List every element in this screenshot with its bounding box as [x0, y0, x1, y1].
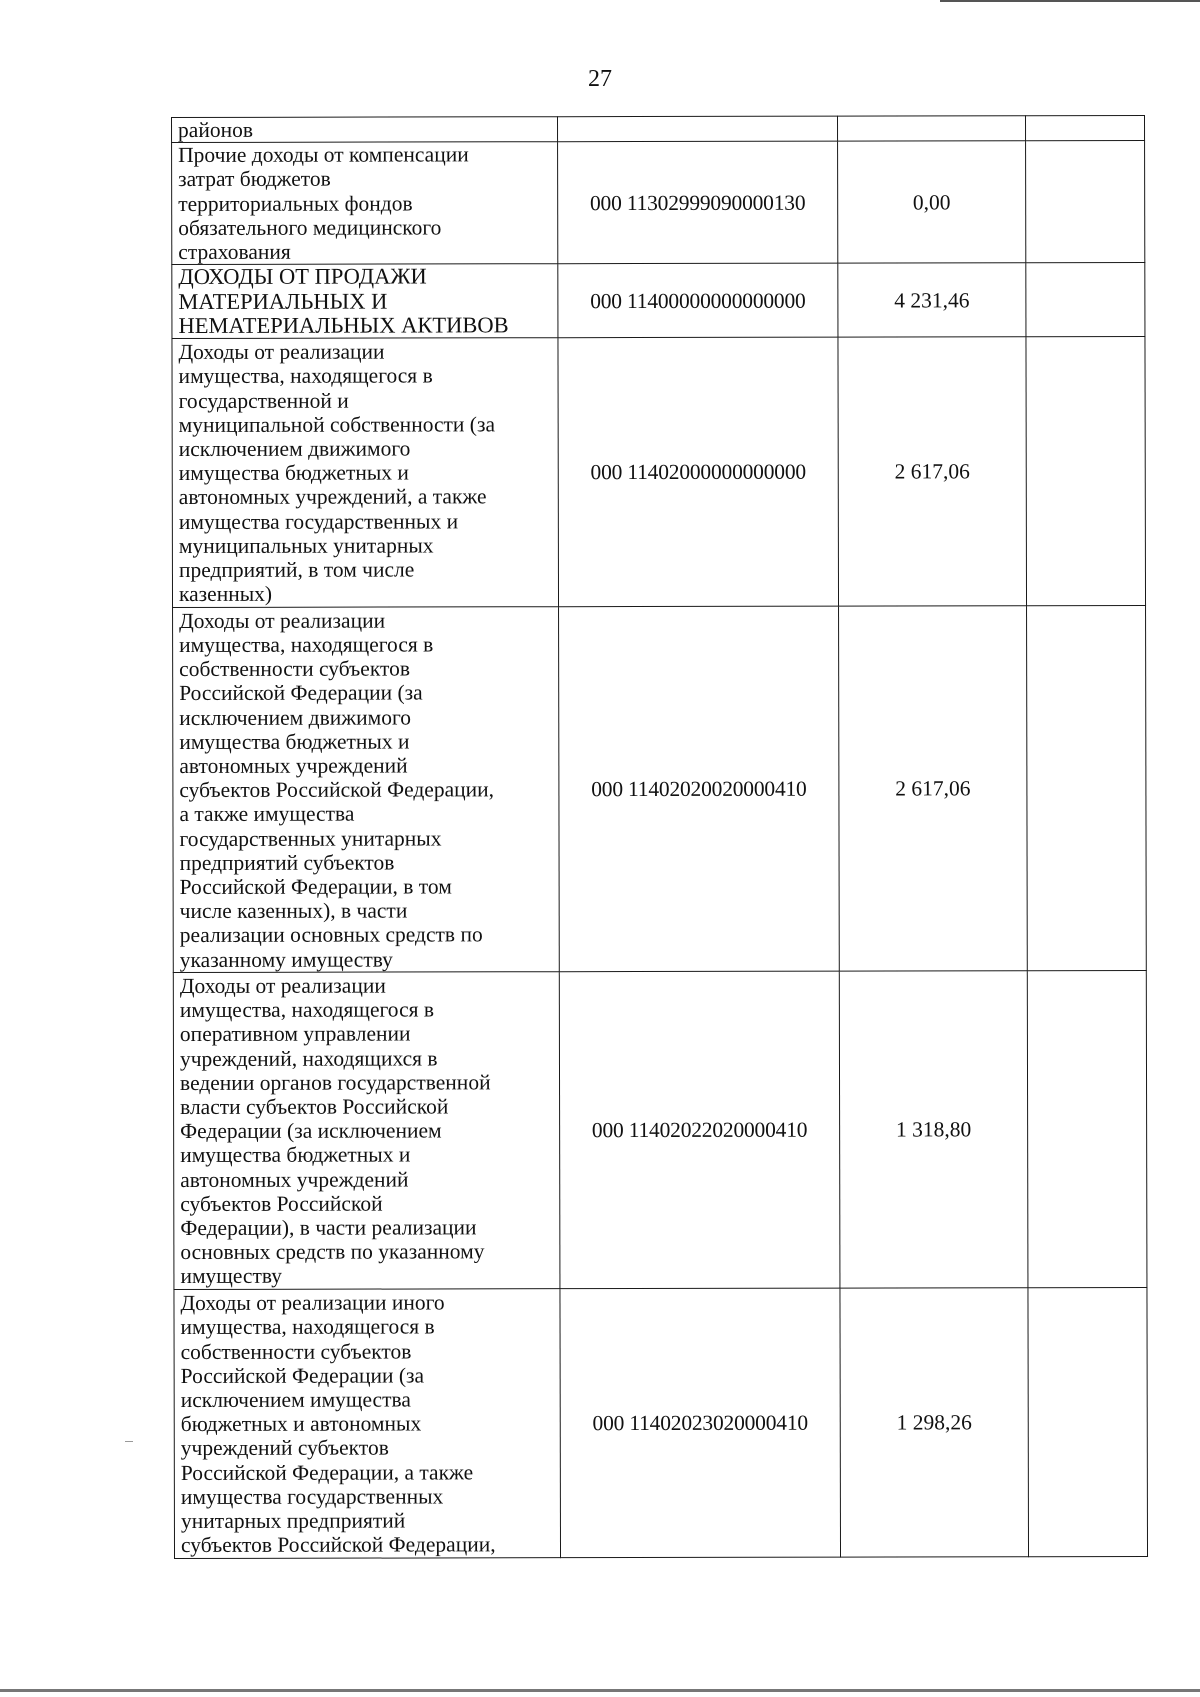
extra-cell: [1027, 971, 1147, 1288]
page-number: 27: [588, 66, 612, 92]
extra-cell: [1026, 263, 1145, 337]
revenue-name-cell: районов: [172, 117, 558, 143]
revenue-name-cell: Доходы от реализации имущества, находящегося в собственности субъектов Российской Федерации (за исключением движимого имущества бюджетных и автономных учреждений субъектов Российской Федерации, а также имущества государственных унитарных предприятий субъектов Российской Федерации, в том числе казенных), в части реализации основных средств по указанному имуществу: [173, 607, 560, 973]
revenue-name-cell: Доходы от реализации иного имущества, находящегося в собственности субъектов Российской Федерации (за исключением имущества бюджетных и автономных учреждений субъектов Российской Федерации, а также имущества государственных унитарных предприятий субъектов Российской Федерации,: [174, 1289, 561, 1559]
table-row: [173, 971, 1147, 1290]
revenue-name-cell: Прочие доходы от компенсации затрат бюджетов территориальных фондов обязательного медицинского страхования: [172, 142, 558, 265]
amount-cell: 4 231,46: [838, 263, 1026, 337]
revenue-name-cell: ДОХОДЫ ОТ ПРОДАЖИ МАТЕРИАЛЬНЫХ И НЕМАТЕРИАЛЬНЫХ АКТИВОВ: [172, 264, 558, 339]
budget-code-cell: 000 11400000000000000: [558, 263, 838, 338]
amount-cell: 0,00: [838, 141, 1026, 263]
scan-edge-bottom: [0, 1689, 1200, 1692]
revenue-name-cell: Доходы от реализации имущества, находящегося в оперативном управлении учреждений, находящихся в ведении органов государственной власти субъектов Российской Федерации (за исключением имущества бюджетных и автономных учреждений субъектов Российской Федерации), в части реализации основных средств по указанному имуществу: [173, 972, 560, 1290]
table-row: [172, 115, 1145, 142]
table-row: [172, 337, 1146, 608]
revenue-name-cell: Доходы от реализации имущества, находящегося в государственной и муниципальной собственности (за исключением движимого имущества бюджетных и автономных учреждений, а также имущества государственных и муниципальных унитарных предприятий, в том числе казенных): [172, 338, 559, 608]
table-row: [172, 263, 1145, 339]
table-row: [174, 1288, 1148, 1559]
scan-edge-top: [940, 0, 1200, 2]
extra-cell: [1026, 141, 1145, 263]
amount-cell: 2 617,06: [838, 337, 1027, 606]
amount-cell: 2 617,06: [839, 606, 1028, 971]
amount-cell: 1 298,26: [840, 1288, 1029, 1557]
amount-cell: 1 318,80: [839, 971, 1028, 1288]
extra-cell: [1026, 337, 1146, 606]
budget-code-cell: [558, 116, 838, 142]
budget-code-cell: 000 11302999090000130: [558, 141, 838, 264]
amount-cell: [837, 116, 1025, 142]
revenue-table: [171, 115, 1148, 1559]
extra-cell: [1028, 1288, 1148, 1557]
extra-cell: [1025, 115, 1144, 140]
budget-code-cell: 000 11402020020000410: [559, 606, 840, 972]
scan-speck: [125, 1441, 133, 1442]
table-row: [172, 141, 1145, 265]
budget-code-cell: 000 11402000000000000: [558, 337, 839, 607]
budget-code-cell: 000 11402023020000410: [560, 1288, 841, 1558]
table-row: [173, 606, 1147, 973]
budget-code-cell: 000 11402022020000410: [559, 971, 840, 1289]
extra-cell: [1027, 606, 1147, 971]
